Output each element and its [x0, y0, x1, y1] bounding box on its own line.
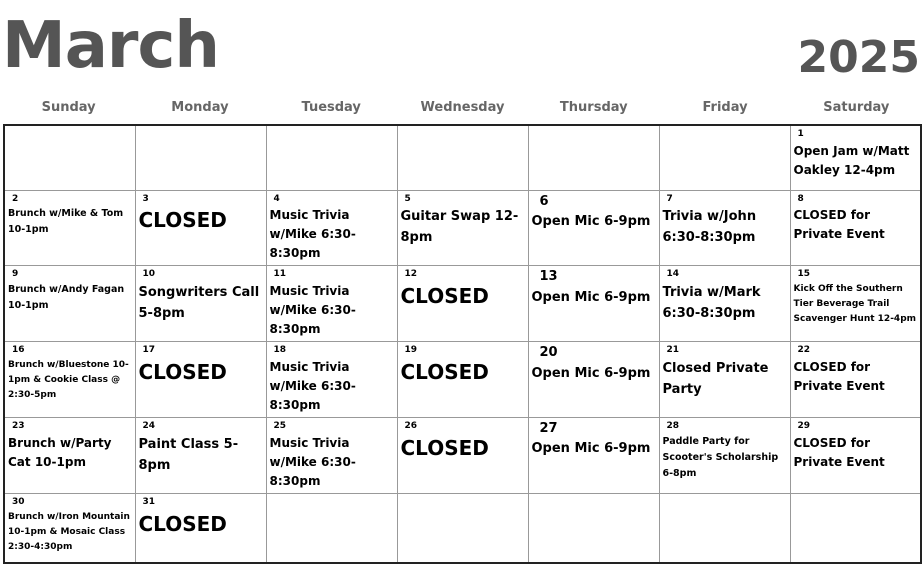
weekday-monday: Monday — [171, 100, 229, 115]
day-event: Trivia w/Mark 6:30-8:30pm — [662, 285, 761, 322]
day-event: Brunch w/Bluestone 10-1pm & Cookie Class @ 2:30-5pm — [8, 360, 129, 401]
day-event: Music Trivia w/Mike 6:30-8:30pm — [269, 208, 356, 261]
month-title: March — [2, 9, 219, 83]
day-event: Music Trivia w/Mike 6:30-8:30pm — [269, 360, 356, 413]
day-event: Open Mic 6-9pm — [531, 289, 651, 305]
day-cell-17 — [135, 342, 266, 418]
day-cell-empty — [266, 125, 397, 190]
day-event: Closed Private Party — [662, 361, 769, 398]
day-event: Open Mic 6-9pm — [531, 365, 651, 381]
week-row-3 — [4, 266, 921, 342]
day-number: 1 — [797, 129, 804, 139]
day-number: 14 — [666, 269, 680, 280]
day-cell-13 — [528, 266, 659, 342]
day-number: 28 — [666, 421, 680, 432]
day-cell-empty — [135, 125, 266, 190]
day-cell-empty — [790, 494, 921, 563]
day-number: 24 — [142, 421, 156, 432]
week-row-4 — [4, 342, 921, 418]
weekday-sunday: Sunday — [41, 100, 96, 115]
weekday-header-row — [3, 100, 922, 120]
day-event: CLOSED — [400, 360, 489, 385]
weekday-wednesday: Wednesday — [420, 100, 505, 115]
day-cell-22 — [790, 342, 921, 418]
day-number: 25 — [273, 421, 287, 432]
day-number: 10 — [142, 269, 156, 280]
day-cell-18 — [266, 342, 397, 418]
day-cell-15 — [790, 266, 921, 342]
day-event: Paint Class 5-8pm — [138, 437, 239, 474]
day-cell-11 — [266, 266, 397, 342]
day-event: Brunch w/Iron Mountain 10-1pm & Mosaic Class 2:30-4:30pm — [8, 511, 130, 552]
day-number: 19 — [404, 345, 418, 356]
day-event: CLOSED — [138, 360, 227, 385]
day-cell-24 — [135, 418, 266, 494]
day-cell-empty — [4, 125, 135, 190]
day-cell-empty — [528, 125, 659, 190]
day-cell-8 — [790, 190, 921, 266]
day-number: 29 — [797, 421, 811, 432]
day-number: 26 — [404, 421, 418, 432]
day-event: Guitar Swap 12-8pm — [400, 209, 519, 246]
week-row-1 — [4, 125, 921, 190]
day-event: Music Trivia w/Mike 6:30-8:30pm — [269, 284, 356, 337]
day-cell-30 — [4, 494, 135, 563]
day-cell-21 — [659, 342, 790, 418]
day-cell-empty — [528, 494, 659, 563]
year-title: 2025 — [797, 32, 920, 83]
weekday-saturday: Saturday — [823, 100, 890, 115]
day-cell-empty — [659, 125, 790, 190]
day-number: 17 — [142, 345, 156, 356]
day-cell-27 — [528, 418, 659, 494]
day-cell-26 — [397, 418, 528, 494]
day-event: Open Jam w/Matt Oakley 12-4pm — [793, 143, 910, 177]
day-cell-6 — [528, 190, 659, 266]
day-number: 31 — [142, 497, 156, 508]
day-number: 23 — [12, 421, 25, 432]
day-event: CLOSED — [138, 208, 227, 233]
day-event: CLOSED — [138, 511, 227, 536]
day-number: 27 — [539, 421, 558, 437]
calendar-grid — [3, 124, 922, 564]
day-number: 15 — [797, 269, 811, 280]
day-event: Brunch w/Mike & Tom 10-1pm — [8, 208, 124, 236]
day-number: 12 — [404, 269, 418, 280]
weekday-friday: Friday — [702, 100, 748, 115]
day-event: Brunch w/Andy Fagan 10-1pm — [8, 284, 125, 312]
day-cell-16 — [4, 342, 135, 418]
day-cell-28 — [659, 418, 790, 494]
weekday-thursday: Thursday — [559, 100, 628, 115]
day-cell-12 — [397, 266, 528, 342]
day-number: 5 — [404, 193, 411, 204]
day-cell-29 — [790, 418, 921, 494]
day-cell-14 — [659, 266, 790, 342]
day-event: Trivia w/John 6:30-8:30pm — [662, 209, 757, 246]
day-event: Songwriters Call 5-8pm — [138, 285, 260, 322]
day-number: 13 — [539, 269, 558, 285]
day-number: 16 — [12, 345, 25, 356]
day-cell-23 — [4, 418, 135, 494]
day-cell-empty — [397, 494, 528, 563]
day-cell-10 — [135, 266, 266, 342]
day-cell-empty — [397, 125, 528, 190]
day-event: CLOSED for Private Event — [793, 208, 885, 242]
day-event: Brunch w/Party Cat 10-1pm — [8, 436, 112, 470]
day-number: 7 — [666, 193, 673, 204]
day-cell-1 — [790, 125, 921, 190]
day-number: 18 — [273, 345, 287, 356]
day-cell-19 — [397, 342, 528, 418]
day-event: Music Trivia w/Mike 6:30-8:30pm — [269, 436, 356, 489]
day-number: 30 — [12, 497, 25, 508]
day-event: CLOSED — [400, 284, 489, 309]
week-row-6 — [4, 494, 921, 563]
day-number: 20 — [539, 345, 558, 361]
day-event: Open Mic 6-9pm — [531, 213, 651, 229]
day-cell-4 — [266, 190, 397, 266]
day-cell-2 — [4, 190, 135, 266]
day-number: 21 — [666, 345, 680, 356]
day-cell-20 — [528, 342, 659, 418]
day-number: 11 — [273, 269, 287, 280]
day-number: 2 — [12, 193, 19, 204]
day-number: 3 — [142, 193, 149, 204]
day-cell-7 — [659, 190, 790, 266]
day-cell-empty — [659, 494, 790, 563]
day-cell-9 — [4, 266, 135, 342]
day-event: CLOSED for Private Event — [793, 436, 885, 470]
day-cell-5 — [397, 190, 528, 266]
day-cell-31 — [135, 494, 266, 563]
day-cell-empty — [266, 494, 397, 563]
day-cell-3 — [135, 190, 266, 266]
day-event: Paddle Party for Scooter's Scholarship 6-8pm — [662, 436, 779, 480]
week-row-2 — [4, 190, 921, 266]
day-number: 6 — [539, 193, 549, 209]
day-number: 9 — [12, 269, 19, 280]
weekday-tuesday: Tuesday — [301, 100, 361, 115]
day-event: Kick Off the Southern Tier Beverage Trail Scavenger Hunt 12-4pm — [793, 284, 917, 325]
day-number: 8 — [797, 193, 804, 204]
day-event: CLOSED — [400, 436, 489, 461]
day-number: 4 — [273, 193, 280, 204]
day-cell-25 — [266, 418, 397, 494]
day-event: Open Mic 6-9pm — [531, 441, 651, 457]
day-event: CLOSED for Private Event — [793, 360, 885, 394]
day-number: 22 — [797, 345, 811, 356]
week-row-5 — [4, 418, 921, 494]
